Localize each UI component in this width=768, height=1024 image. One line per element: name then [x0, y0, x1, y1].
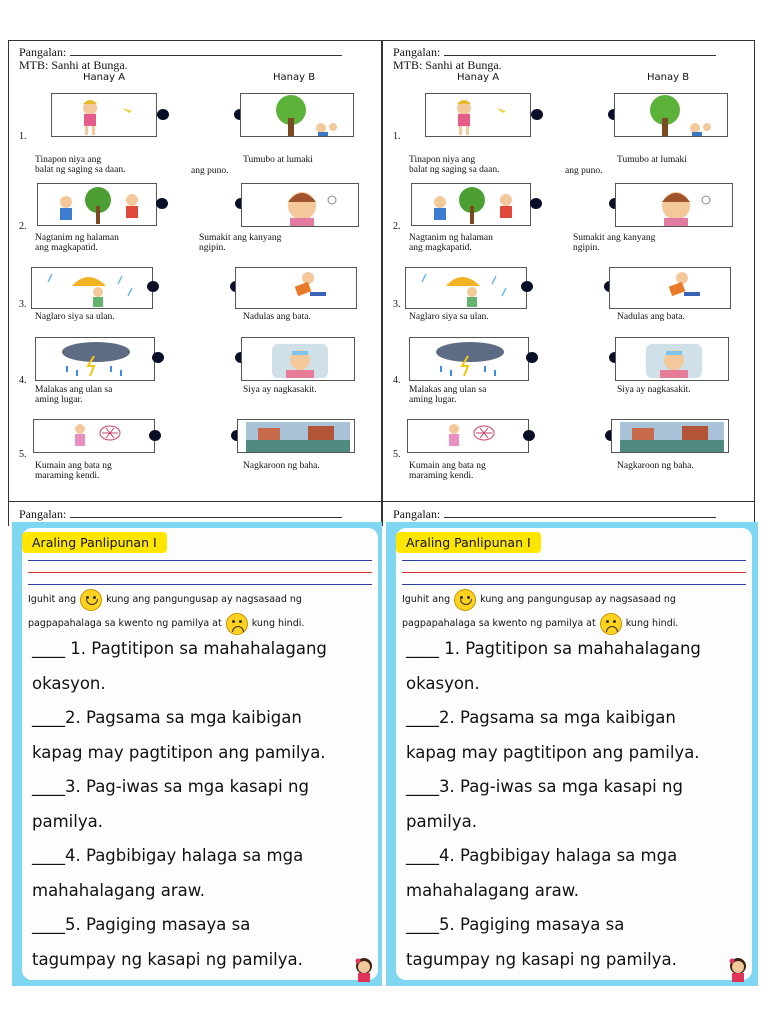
effect-caption: Siya ay nagkasakit. [243, 385, 317, 395]
subject-badge: Araling Panlipunan I [396, 532, 541, 553]
item-number: 1. [19, 131, 27, 142]
blue-rule [28, 560, 372, 561]
subject-badge: Araling Panlipunan I [22, 532, 167, 553]
cause-caption: Naglaro siya sa ulan. [35, 312, 115, 322]
picture-planting [411, 183, 531, 226]
picture-rain-play [31, 267, 153, 309]
picture-eating-candy [407, 419, 529, 453]
picture-toothache [241, 183, 359, 227]
matching-worksheet-left [8, 40, 382, 502]
cause-caption: Naglaro siya sa ulan. [409, 312, 489, 322]
match-dot[interactable] [531, 109, 543, 120]
effect-caption: Sumakit ang kanyang ngipin. [199, 233, 282, 253]
instruction-text: Iguhit ang kung ang pangungusap ay nagsasaad ng pagpapahalaga sa kwento ng pamilya at kung hindi. [402, 588, 752, 636]
worksheet-card [396, 528, 752, 980]
cause-caption: Malakas ang ulan sa aming lugar. [409, 385, 487, 405]
question-item-4: ____4. Pagbibigay halaga sa mga mahahalagang araw. [406, 846, 678, 900]
effect-caption: Tumubo at lumaki [243, 155, 313, 165]
instruction-text: Iguhit ang kung ang pangungusap ay nagsasaad ng pagpapahalaga sa kwento ng pamilya at kung hindi. [28, 588, 378, 636]
effect-caption-tail: ang puno. [565, 166, 603, 176]
question-item-5: ____5. Pagiging masaya sa tagumpay ng kasapi ng pamilya. [406, 915, 677, 969]
subject-title: MTB: Sanhi at Bunga. [393, 58, 502, 72]
picture-grown-tree [614, 93, 728, 137]
worksheet-card [22, 528, 378, 980]
araling-panlipunan-worksheet-left [12, 522, 382, 986]
cause-caption: Tinapon niya ang balat ng saging sa daan. [409, 155, 500, 175]
name-line: Pangalan: [393, 45, 716, 59]
question-item-1: ____ 1. Pagtitipon sa mahahalagang okasyon. [32, 639, 327, 693]
picture-slipping-child [609, 267, 731, 309]
effect-caption: Tumubo at lumaki [617, 155, 687, 165]
question-item-1: ____ 1. Pagtitipon sa mahahalagang okasyon. [406, 639, 701, 693]
question-item-2: ____2. Pagsama sa mga kaibigan kapag may pagtitipon ang pamilya. [406, 708, 700, 762]
happy-face-icon [454, 589, 476, 611]
column-a-heading: Hanay A [457, 72, 500, 83]
effect-caption: Nadulas ang bata. [617, 312, 685, 322]
item-number: 5. [393, 449, 401, 460]
effect-caption: Siya ay nagkasakit. [617, 385, 691, 395]
happy-face-icon [80, 589, 102, 611]
column-b-heading: Hanay B [647, 72, 690, 83]
picture-heavy-rain [35, 337, 155, 381]
name-line: Pangalan: [19, 45, 342, 59]
effect-caption: Nadulas ang bata. [243, 312, 311, 322]
subject-title: MTB: Sanhi at Bunga. [19, 58, 128, 72]
name-blank[interactable] [70, 507, 342, 518]
item-number: 4. [19, 375, 27, 386]
picture-rain-play [405, 267, 527, 309]
name-blank[interactable] [70, 45, 342, 56]
match-dot[interactable] [526, 352, 538, 363]
item-number: 2. [393, 221, 401, 232]
picture-slipping-child [235, 267, 357, 309]
match-dot[interactable] [530, 198, 542, 209]
picture-banana-peel [425, 93, 531, 137]
match-dot[interactable] [149, 430, 161, 441]
item-number: 3. [19, 299, 27, 310]
item-number: 5. [19, 449, 27, 460]
match-dot[interactable] [156, 198, 168, 209]
picture-flood [611, 419, 729, 453]
picture-grown-tree [240, 93, 354, 137]
blue-rule [402, 584, 746, 585]
picture-heavy-rain [409, 337, 529, 381]
blue-rule [28, 584, 372, 585]
picture-planting [37, 183, 157, 226]
effect-caption: Nagkaroon ng baha. [243, 461, 320, 471]
question-item-5: ____5. Pagiging masaya sa tagumpay ng kasapi ng pamilya. [32, 915, 303, 969]
question-item-4: ____4. Pagbibigay halaga sa mga mahahalagang araw. [32, 846, 304, 900]
column-b-heading: Hanay B [273, 72, 316, 83]
match-dot[interactable] [152, 352, 164, 363]
effect-caption-tail: ang puno. [191, 166, 229, 176]
cause-caption: Malakas ang ulan sa aming lugar. [35, 385, 113, 405]
picture-banana-peel [51, 93, 157, 137]
red-rule [28, 572, 372, 573]
match-dot[interactable] [147, 281, 159, 292]
picture-toothache [615, 183, 733, 227]
effect-caption: Sumakit ang kanyang ngipin. [573, 233, 656, 253]
araling-panlipunan-worksheet-right [386, 522, 758, 986]
question-item-3: ____3. Pag-iwas sa mga kasapi ng pamilya. [32, 777, 309, 831]
teacher-avatar-icon [726, 956, 750, 982]
match-dot[interactable] [523, 430, 535, 441]
cause-caption: Nagtanim ng halaman ang magkapatid. [409, 233, 493, 253]
name-line: Pangalan: [393, 507, 716, 521]
picture-sick-child [241, 337, 355, 381]
picture-eating-candy [33, 419, 155, 453]
cause-caption: Kumain ang bata ng maraming kendi. [35, 461, 112, 481]
match-dot[interactable] [521, 281, 533, 292]
item-number: 3. [393, 299, 401, 310]
column-a-heading: Hanay A [83, 72, 126, 83]
name-line: Pangalan: [19, 507, 342, 521]
red-rule [402, 572, 746, 573]
matching-worksheet-right [382, 40, 755, 502]
question-item-2: ____2. Pagsama sa mga kaibigan kapag may pagtitipon ang pamilya. [32, 708, 326, 762]
picture-flood [237, 419, 355, 453]
effect-caption: Nagkaroon ng baha. [617, 461, 694, 471]
item-number: 4. [393, 375, 401, 386]
cause-caption: Kumain ang bata ng maraming kendi. [409, 461, 486, 481]
picture-sick-child [615, 337, 729, 381]
teacher-avatar-icon [352, 956, 376, 982]
cause-caption: Nagtanim ng halaman ang magkapatid. [35, 233, 119, 253]
name-blank[interactable] [444, 45, 716, 56]
item-number: 2. [19, 221, 27, 232]
item-number: 1. [393, 131, 401, 142]
match-dot[interactable] [157, 109, 169, 120]
blue-rule [402, 560, 746, 561]
name-blank[interactable] [444, 507, 716, 518]
cause-caption: Tinapon niya ang balat ng saging sa daan. [35, 155, 126, 175]
question-item-3: ____3. Pag-iwas sa mga kasapi ng pamilya. [406, 777, 683, 831]
